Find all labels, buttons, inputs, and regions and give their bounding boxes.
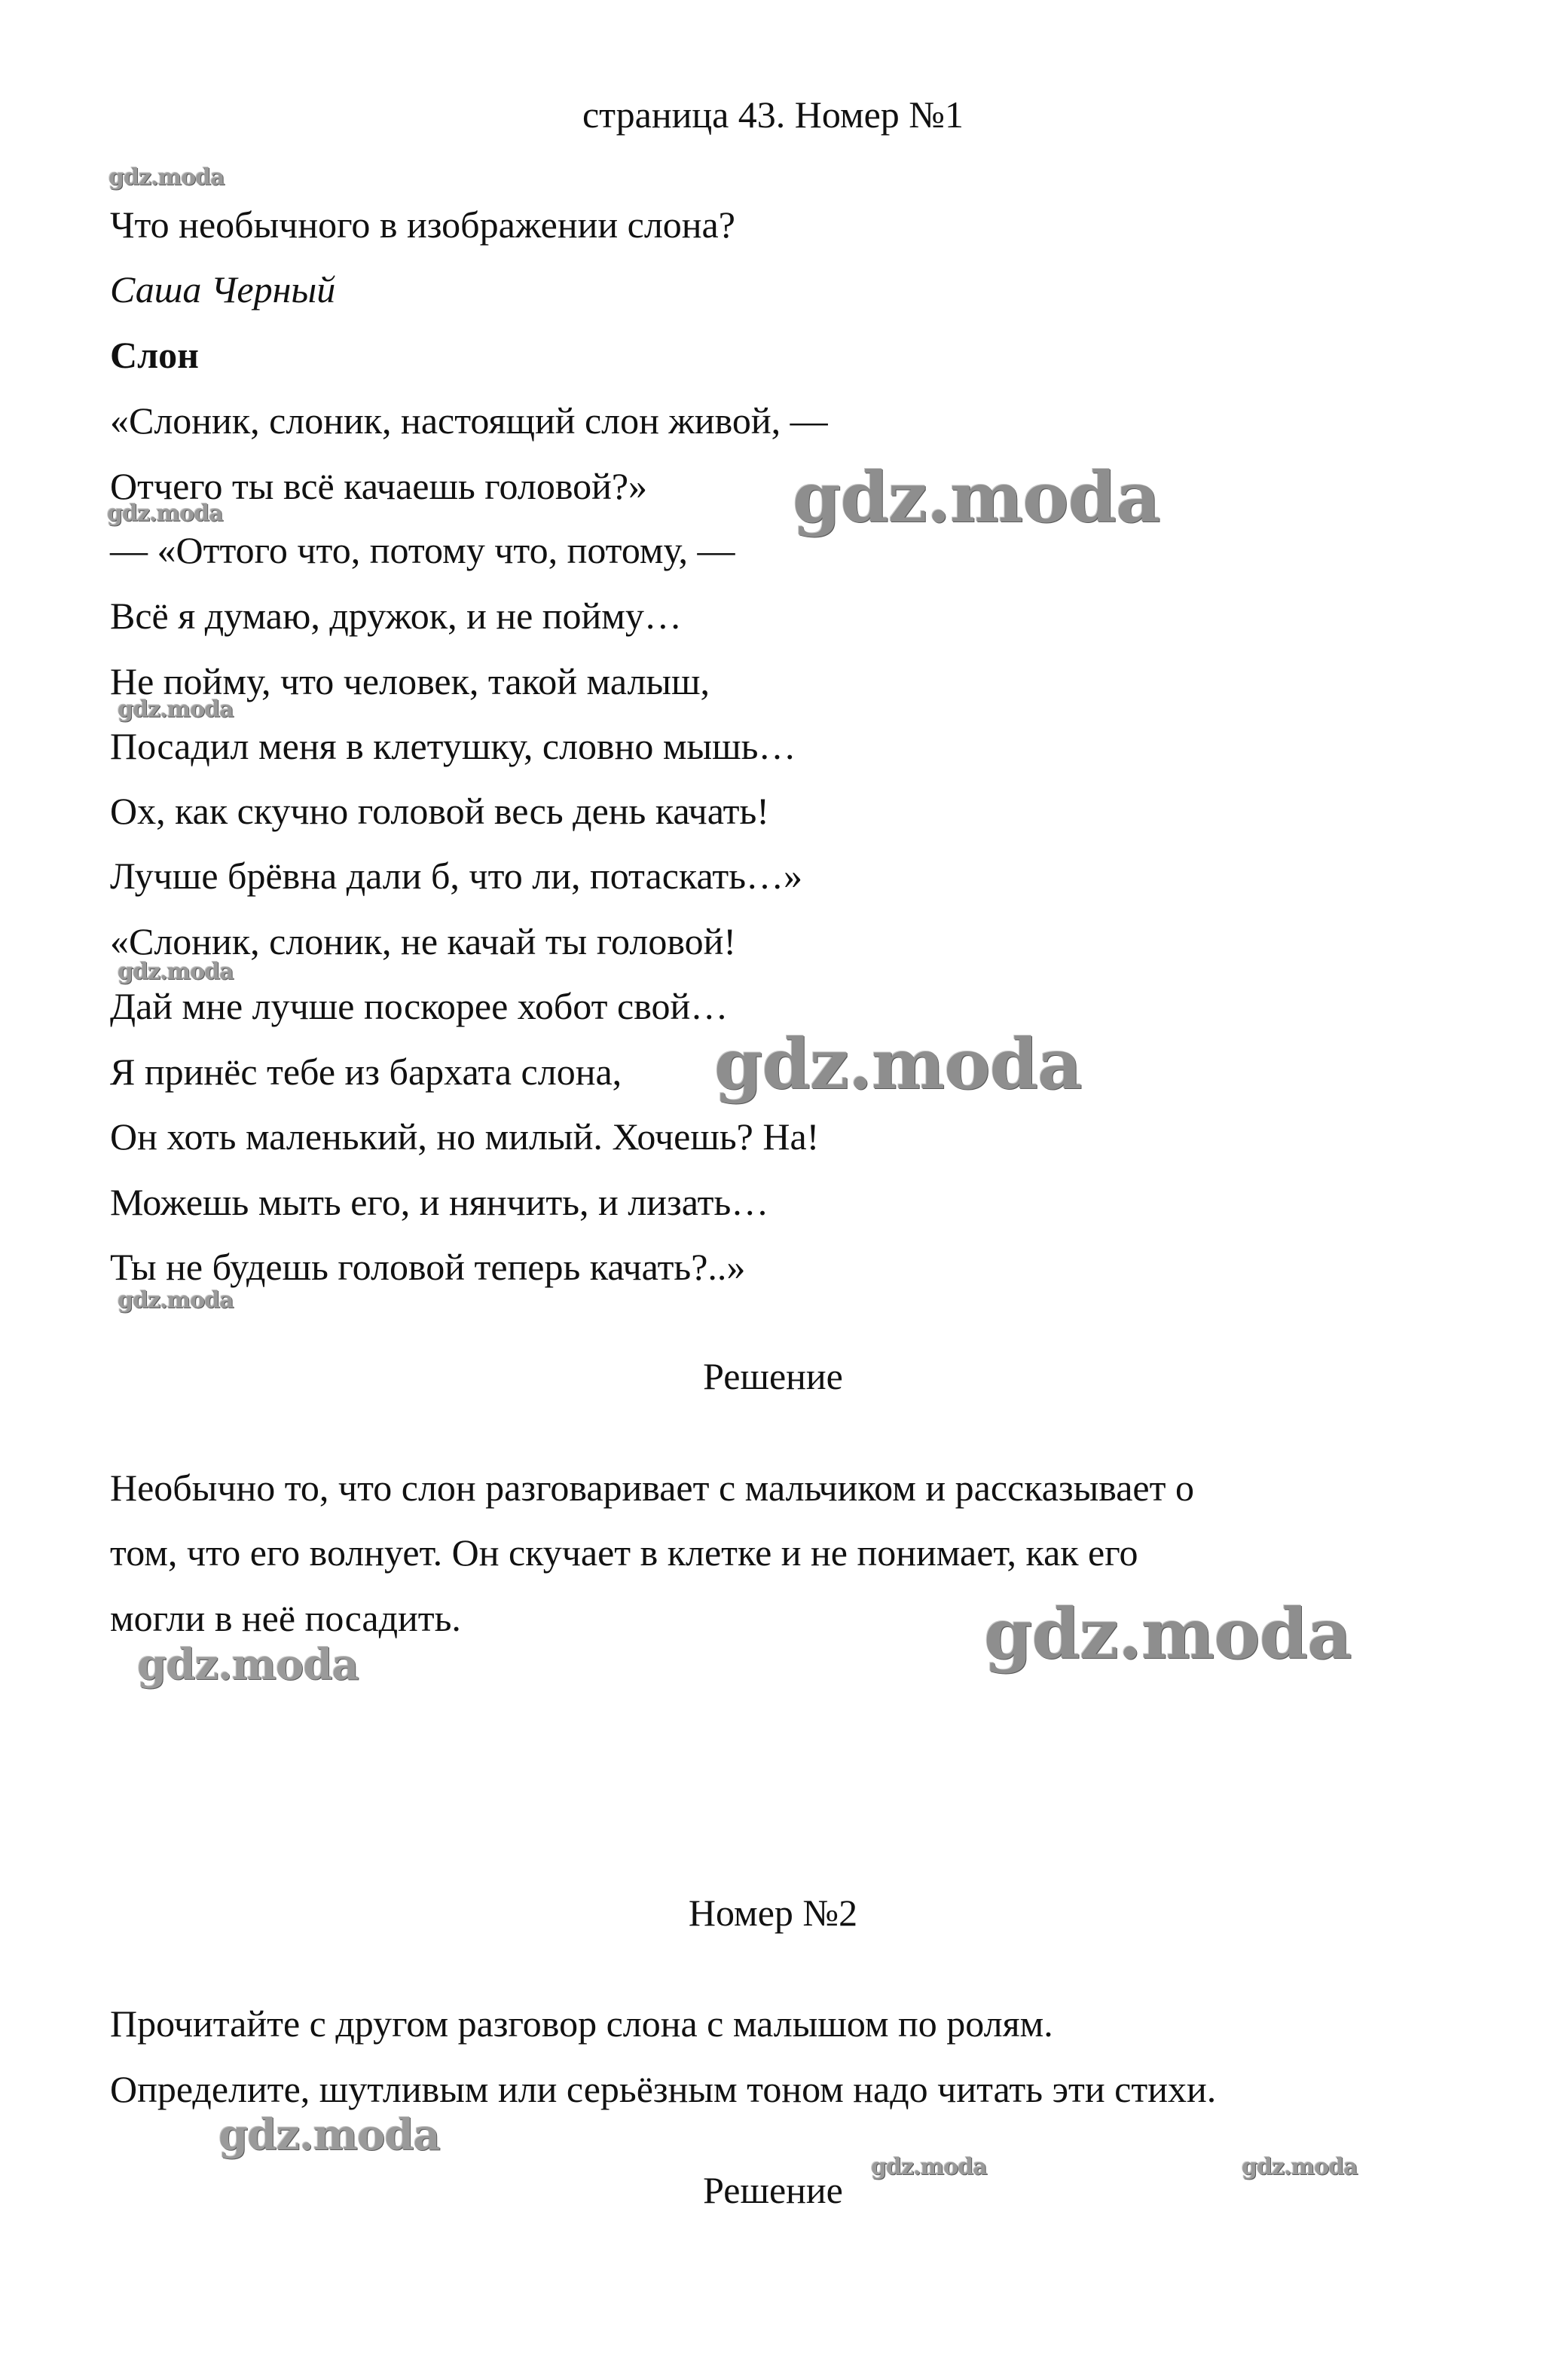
watermark: gdz.moda xyxy=(118,1287,234,1314)
watermark: gdz.moda xyxy=(218,2110,440,2160)
poem-line: Он хоть маленький, но милый. Хочешь? На! xyxy=(110,1115,820,1158)
task2-solution-heading: Решение xyxy=(703,2169,843,2211)
poem-line: Можешь мыть его, и нянчить, и лизать… xyxy=(110,1181,769,1223)
poem-line: «Слоник, слоник, настоящий слон живой, — xyxy=(110,399,828,442)
task1-question: Что необычного в изображении слона? xyxy=(110,203,735,246)
poem-line: Всё я думаю, дружок, и не пойму… xyxy=(110,595,682,637)
watermark: gdz.moda xyxy=(107,500,223,527)
poem-line: Не пойму, что человек, такой малыш, xyxy=(110,660,710,702)
poem-line: Лучше брёвна дали б, что ли, потаскать…» xyxy=(110,855,802,897)
poem-line: Ох, как скучно головой весь день качать! xyxy=(110,790,769,832)
page-header: страница 43. Номер №1 xyxy=(582,93,964,136)
poem-line: Дай мне лучше поскорее хобот свой… xyxy=(110,985,729,1027)
task2-text-line: Определите, шутливым или серьёзным тоном надо читать эти стихи. xyxy=(110,2068,1217,2110)
poem-author: Саша Черный xyxy=(110,268,336,311)
poem-line: Посадил меня в клетушку, словно мышь… xyxy=(110,725,796,767)
poem-line: Отчего ты всё качаешь головой?» xyxy=(110,465,648,507)
watermark: gdz.moda xyxy=(793,457,1160,538)
watermark: gdz.moda xyxy=(984,1593,1352,1675)
watermark: gdz.moda xyxy=(118,959,234,985)
watermark: gdz.moda xyxy=(871,2154,987,2180)
solution-text-line: могли в неё посадить. xyxy=(110,1597,461,1639)
task2-heading: Номер №2 xyxy=(688,1892,858,1934)
watermark: gdz.moda xyxy=(108,164,225,191)
poem-line: Ты не будешь головой теперь качать?..» xyxy=(110,1246,746,1288)
poem-title: Слон xyxy=(110,334,199,376)
poem-line: «Слоник, слоник, не качай ты головой! xyxy=(110,920,737,962)
solution-heading: Решение xyxy=(703,1355,843,1397)
solution-text-line: Необычно то, что слон разговаривает с мальчиком и рассказывает о xyxy=(110,1467,1194,1509)
watermark: gdz.moda xyxy=(1242,2154,1358,2180)
watermark: gdz.moda xyxy=(118,696,234,723)
task2-text-line: Прочитайте с другом разговор слона с малышом по ролям. xyxy=(110,2002,1053,2045)
poem-line: — «Оттого что, потому что, потому, — xyxy=(110,529,735,571)
watermark: gdz.moda xyxy=(137,1640,359,1690)
watermark: gdz.moda xyxy=(714,1023,1082,1105)
solution-text-line: том, что его волнует. Он скучает в клетке и не понимает, как его xyxy=(110,1531,1138,1574)
poem-line: Я принёс тебе из бархата слона, xyxy=(110,1051,622,1093)
